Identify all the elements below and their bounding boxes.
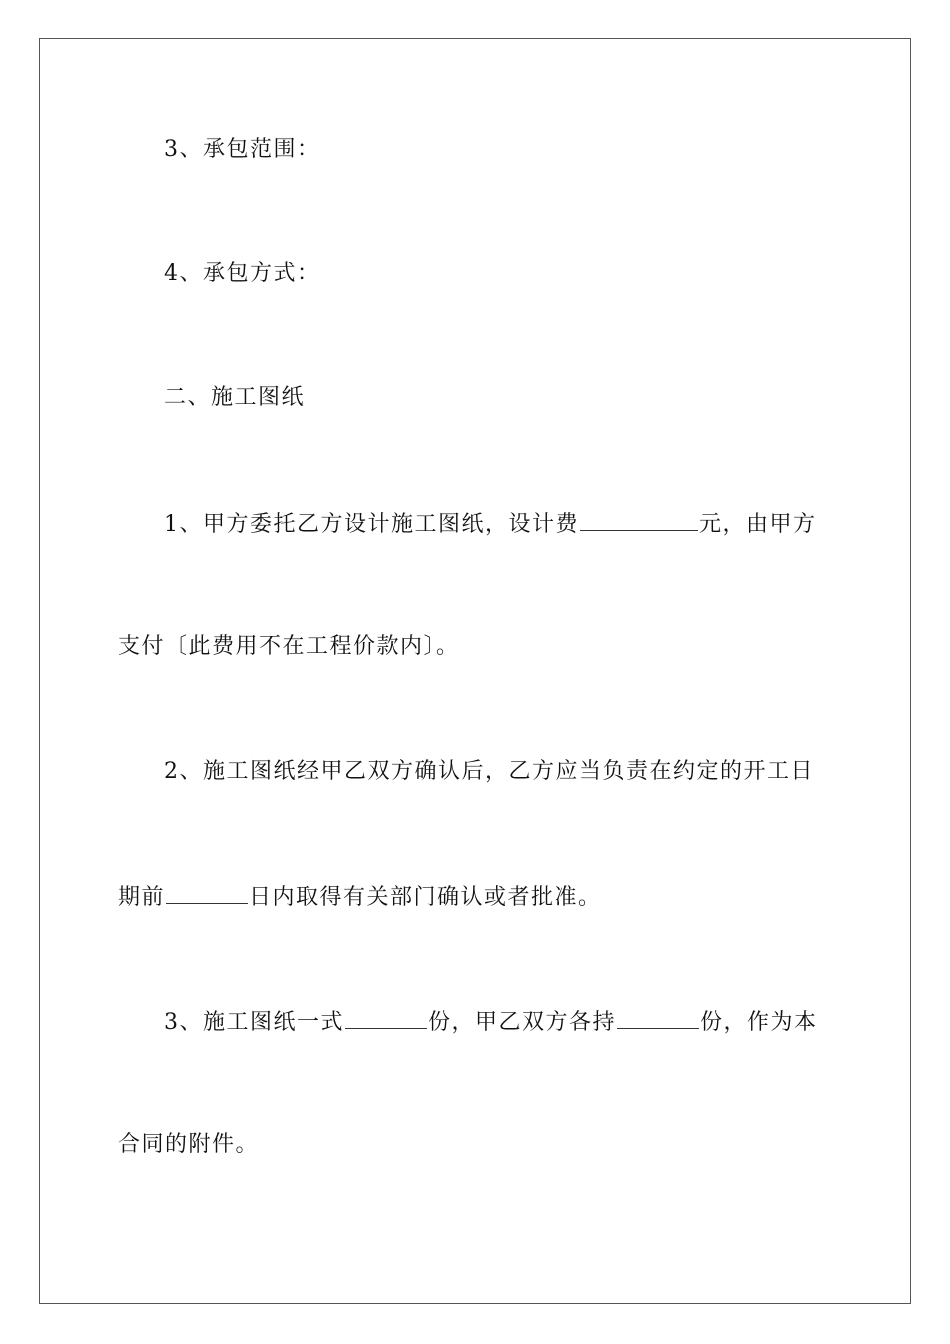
clause-3-scope bbox=[164, 135, 834, 165]
drawing-clause-3-text-c: 份，作为本 bbox=[700, 1010, 818, 1035]
drawing-clause-2-text-c: 日内取得有关部门确认或者批准。 bbox=[249, 885, 602, 910]
clause-3-scope-text: 3、承包范围： bbox=[164, 137, 321, 162]
drawing-clause-1-text-b: 元，由甲方 bbox=[699, 512, 817, 537]
section-2-heading bbox=[164, 383, 834, 413]
drawing-clause-3-text-a: 3、施工图纸一式 bbox=[164, 1010, 344, 1035]
section-2-heading-text: 二、施工图纸 bbox=[164, 385, 306, 410]
design-fee-blank bbox=[580, 508, 698, 531]
days-blank bbox=[166, 881, 248, 904]
drawing-clause-1-text-a: 1、甲方委托乙方设计施工图纸，设计费 bbox=[164, 512, 579, 537]
copies-each-blank bbox=[617, 1006, 699, 1029]
drawing-clause-3-text-d: 合同的附件。 bbox=[118, 1132, 260, 1157]
drawing-clause-1-text-c: 支付〔此费用不在工程价款内〕。 bbox=[118, 634, 460, 659]
drawing-clause-1-line2 bbox=[118, 632, 834, 662]
drawing-clause-3-line2 bbox=[118, 1130, 834, 1160]
drawing-clause-1-line1 bbox=[164, 508, 834, 540]
drawing-clause-2-line2 bbox=[118, 881, 834, 913]
page-border bbox=[39, 38, 911, 1304]
drawing-clause-2-text-a: 2、施工图纸经甲乙双方确认后，乙方应当负责在约定的开工日 bbox=[164, 759, 814, 784]
drawing-clause-2-text-b: 期前 bbox=[118, 885, 166, 910]
drawing-clause-3-text-b: 份，甲乙双方各持 bbox=[428, 1010, 617, 1035]
drawing-clause-3-line1 bbox=[164, 1006, 834, 1038]
copies-total-blank bbox=[345, 1006, 427, 1029]
clause-4-method-text: 4、承包方式： bbox=[164, 261, 321, 286]
clause-4-method bbox=[164, 259, 834, 289]
drawing-clause-2-line1 bbox=[164, 757, 834, 787]
